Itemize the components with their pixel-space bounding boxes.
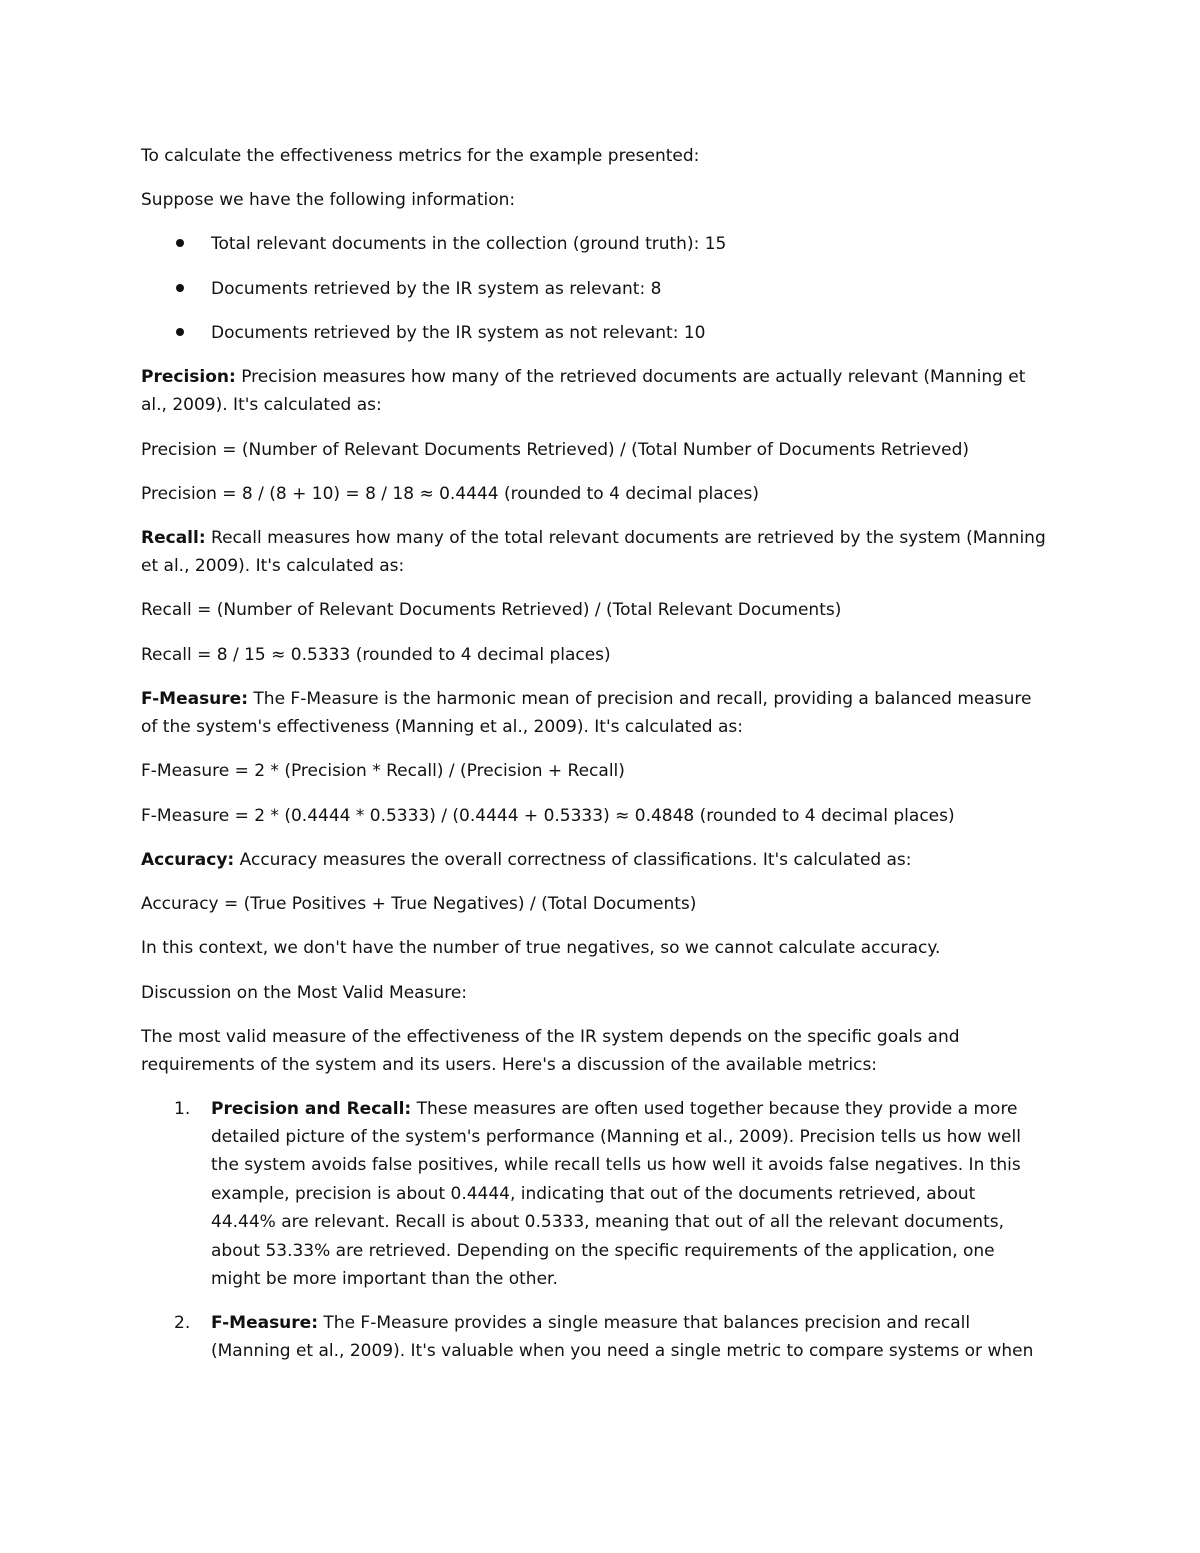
precision-calc: Precision = 8 / (8 + 10) = 8 / 18 ≈ 0.4444 (rounded to 4 decimal places): [141, 484, 759, 504]
list-item-line: might be more important than the other.: [211, 1269, 558, 1289]
bullet-dot: [176, 239, 184, 247]
recall-paragraph: [141, 524, 1046, 552]
list-number: 1.: [174, 1099, 191, 1119]
recall-desc: Recall measures how many of the total relevant documents are retrieved by the system (Manning: [205, 528, 1046, 548]
accuracy-formula: Accuracy = (True Positives + True Negatives) / (Total Documents): [141, 894, 697, 914]
discussion-text-cont: requirements of the system and its users. Here's a discussion of the available metrics:: [141, 1055, 878, 1075]
recall-term: Recall:: [141, 528, 206, 548]
list-item-text: The F-Measure provides a single measure that balances precision and recall: [318, 1313, 971, 1333]
list-number: 2.: [174, 1313, 191, 1333]
fact-item: Documents retrieved by the IR system as relevant: 8: [211, 279, 662, 299]
fmeasure-paragraph: [141, 685, 1032, 713]
fmeasure-calc: F-Measure = 2 * (0.4444 * 0.5333) / (0.4444 + 0.5333) ≈ 0.4848 (rounded to 4 decimal places): [141, 806, 955, 826]
bullet-dot: [176, 284, 184, 292]
list-item-text: These measures are often used together because they provide a more: [411, 1099, 1018, 1119]
precision-desc-cont: al., 2009). It's calculated as:: [141, 395, 382, 415]
discussion-heading: Discussion on the Most Valid Measure:: [141, 983, 468, 1003]
list-item-term: F-Measure:: [211, 1313, 318, 1333]
fmeasure-term: F-Measure:: [141, 689, 248, 709]
list-item-first-line: [211, 1309, 970, 1337]
list-item-line: the system avoids false positives, while recall tells us how well it avoids false negatives. In this: [211, 1155, 1021, 1175]
list-item-line: example, precision is about 0.4444, indicating that out of the documents retrieved, about: [211, 1184, 976, 1204]
precision-formula: Precision = (Number of Relevant Documents Retrieved) / (Total Number of Documents Retrieved): [141, 440, 970, 460]
fmeasure-desc: The F-Measure is the harmonic mean of precision and recall, providing a balanced measure: [248, 689, 1032, 709]
precision-term: Precision:: [141, 367, 236, 387]
fmeasure-desc-cont: of the system's effectiveness (Manning et al., 2009). It's calculated as:: [141, 717, 743, 737]
recall-calc: Recall = 8 / 15 ≈ 0.5333 (rounded to 4 decimal places): [141, 645, 611, 665]
discussion-text: The most valid measure of the effectiveness of the IR system depends on the specific goals and: [141, 1027, 960, 1047]
precision-paragraph: [141, 363, 1025, 391]
fact-item: Documents retrieved by the IR system as not relevant: 10: [211, 323, 706, 343]
accuracy-paragraph: [141, 846, 912, 874]
bullet-dot: [176, 328, 184, 336]
list-item-line: (Manning et al., 2009). It's valuable when you need a single metric to compare systems or when: [211, 1341, 1034, 1361]
list-item-line: detailed picture of the system's performance (Manning et al., 2009). Precision tells us how well: [211, 1127, 1021, 1147]
intro-heading: To calculate the effectiveness metrics for the example presented:: [141, 146, 700, 166]
intro-suppose: Suppose we have the following information:: [141, 190, 516, 210]
fact-item: Total relevant documents in the collection (ground truth): 15: [211, 234, 727, 254]
accuracy-desc: Accuracy measures the overall correctness of classifications. It's calculated as:: [234, 850, 912, 870]
recall-formula: Recall = (Number of Relevant Documents Retrieved) / (Total Relevant Documents): [141, 600, 842, 620]
list-item-line: 44.44% are relevant. Recall is about 0.5333, meaning that out of all the relevant documents,: [211, 1212, 1004, 1232]
list-item-line: about 53.33% are retrieved. Depending on the specific requirements of the application, one: [211, 1241, 995, 1261]
list-item-term: Precision and Recall:: [211, 1099, 412, 1119]
accuracy-term: Accuracy:: [141, 850, 235, 870]
accuracy-note: In this context, we don't have the number of true negatives, so we cannot calculate accuracy.: [141, 938, 941, 958]
recall-desc-cont: et al., 2009). It's calculated as:: [141, 556, 405, 576]
list-item-first-line: [211, 1095, 1018, 1123]
fmeasure-formula: F-Measure = 2 * (Precision * Recall) / (Precision + Recall): [141, 761, 625, 781]
precision-desc: Precision measures how many of the retrieved documents are actually relevant (Manning et: [235, 367, 1026, 387]
